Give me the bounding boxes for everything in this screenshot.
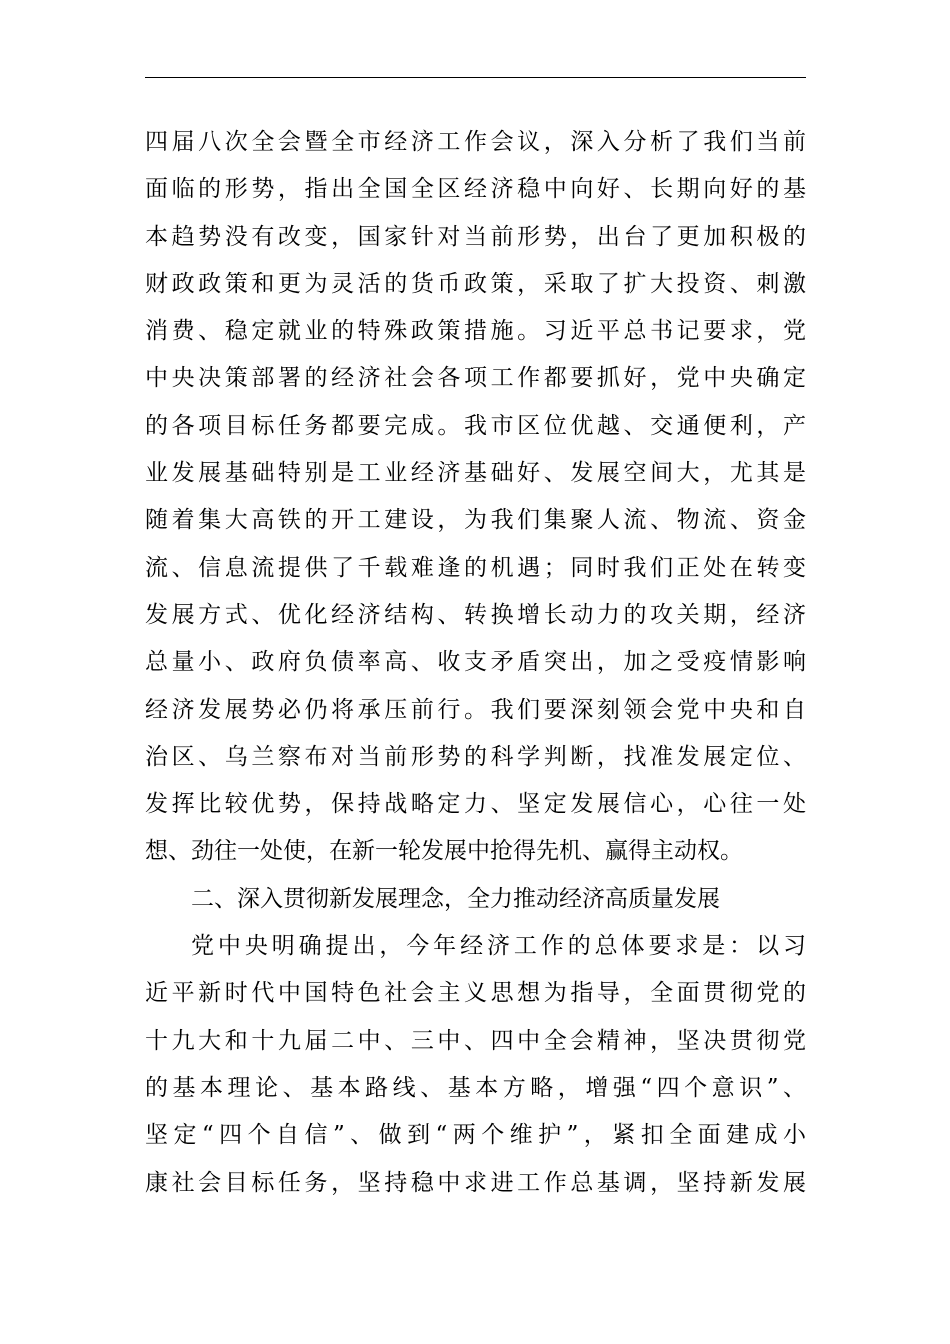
text-line: 康社会目标任务，坚持稳中求进工作总基调，坚持新发展 (145, 1169, 806, 1196)
text-line: 经济发展势必仍将承压前行。我们要深刻领会党中央和自 (145, 696, 806, 723)
text-line: 本趋势没有改变，国家针对当前形势，出台了更加积极的 (145, 223, 806, 250)
text-line: 面临的形势，指出全国全区经济稳中向好、长期向好的基 (145, 176, 806, 203)
text-line: 消费、稳定就业的特殊政策措施。习近平总书记要求，党 (145, 318, 806, 345)
text-line: 业发展基础特别是工业经济基础好、发展空间大，尤其是 (145, 460, 806, 487)
text-line: 总量小、政府负债率高、收支矛盾突出，加之受疫情影响 (145, 649, 806, 676)
text-line: 的基本理论、基本路线、基本方略，增强“四个意识”、 (145, 1074, 806, 1101)
body-text (145, 119, 806, 1207)
text-line: 发挥比较优势，保持战略定力、坚定发展信心，心往一处 (145, 791, 806, 818)
text-line: 中央决策部署的经济社会各项工作都要抓好，党中央确定 (145, 365, 806, 392)
text-line: 四届八次全会暨全市经济工作会议，深入分析了我们当前 (145, 129, 806, 155)
text-line: 近平新时代中国特色社会主义思想为指导，全面贯彻党的 (145, 980, 806, 1007)
header-rule (145, 77, 806, 78)
text-line: 财政政策和更为灵活的货币政策，采取了扩大投资、刺激 (145, 270, 806, 297)
text-line: 流、信息流提供了千载难逢的机遇；同时我们正处在转变 (145, 554, 806, 581)
text-line: 想、劲往一处使，在新一轮发展中抢得先机、赢得主动权。 (145, 838, 743, 865)
text-line: 十九大和十九届二中、三中、四中全会精神，坚决贯彻党 (145, 1027, 806, 1054)
text-line: 坚定“四个自信”、做到“两个维护”，紧扣全面建成小 (145, 1122, 806, 1149)
text-line: 治区、乌兰察布对当前形势的科学判断，找准发展定位、 (145, 743, 806, 770)
text-line: 党中央明确提出，今年经济工作的总体要求是：以习 (191, 933, 806, 960)
text-line: 的各项目标任务都要完成。我市区位优越、交通便利，产 (145, 412, 806, 439)
text-line: 发展方式、优化经济结构、转换增长动力的攻关期，经济 (145, 601, 806, 628)
section-heading: 二、深入贯彻新发展理念，全力推动经济高质量发展 (191, 885, 720, 912)
text-line: 随着集大高铁的开工建设，为我们集聚人流、物流、资金 (145, 507, 806, 534)
